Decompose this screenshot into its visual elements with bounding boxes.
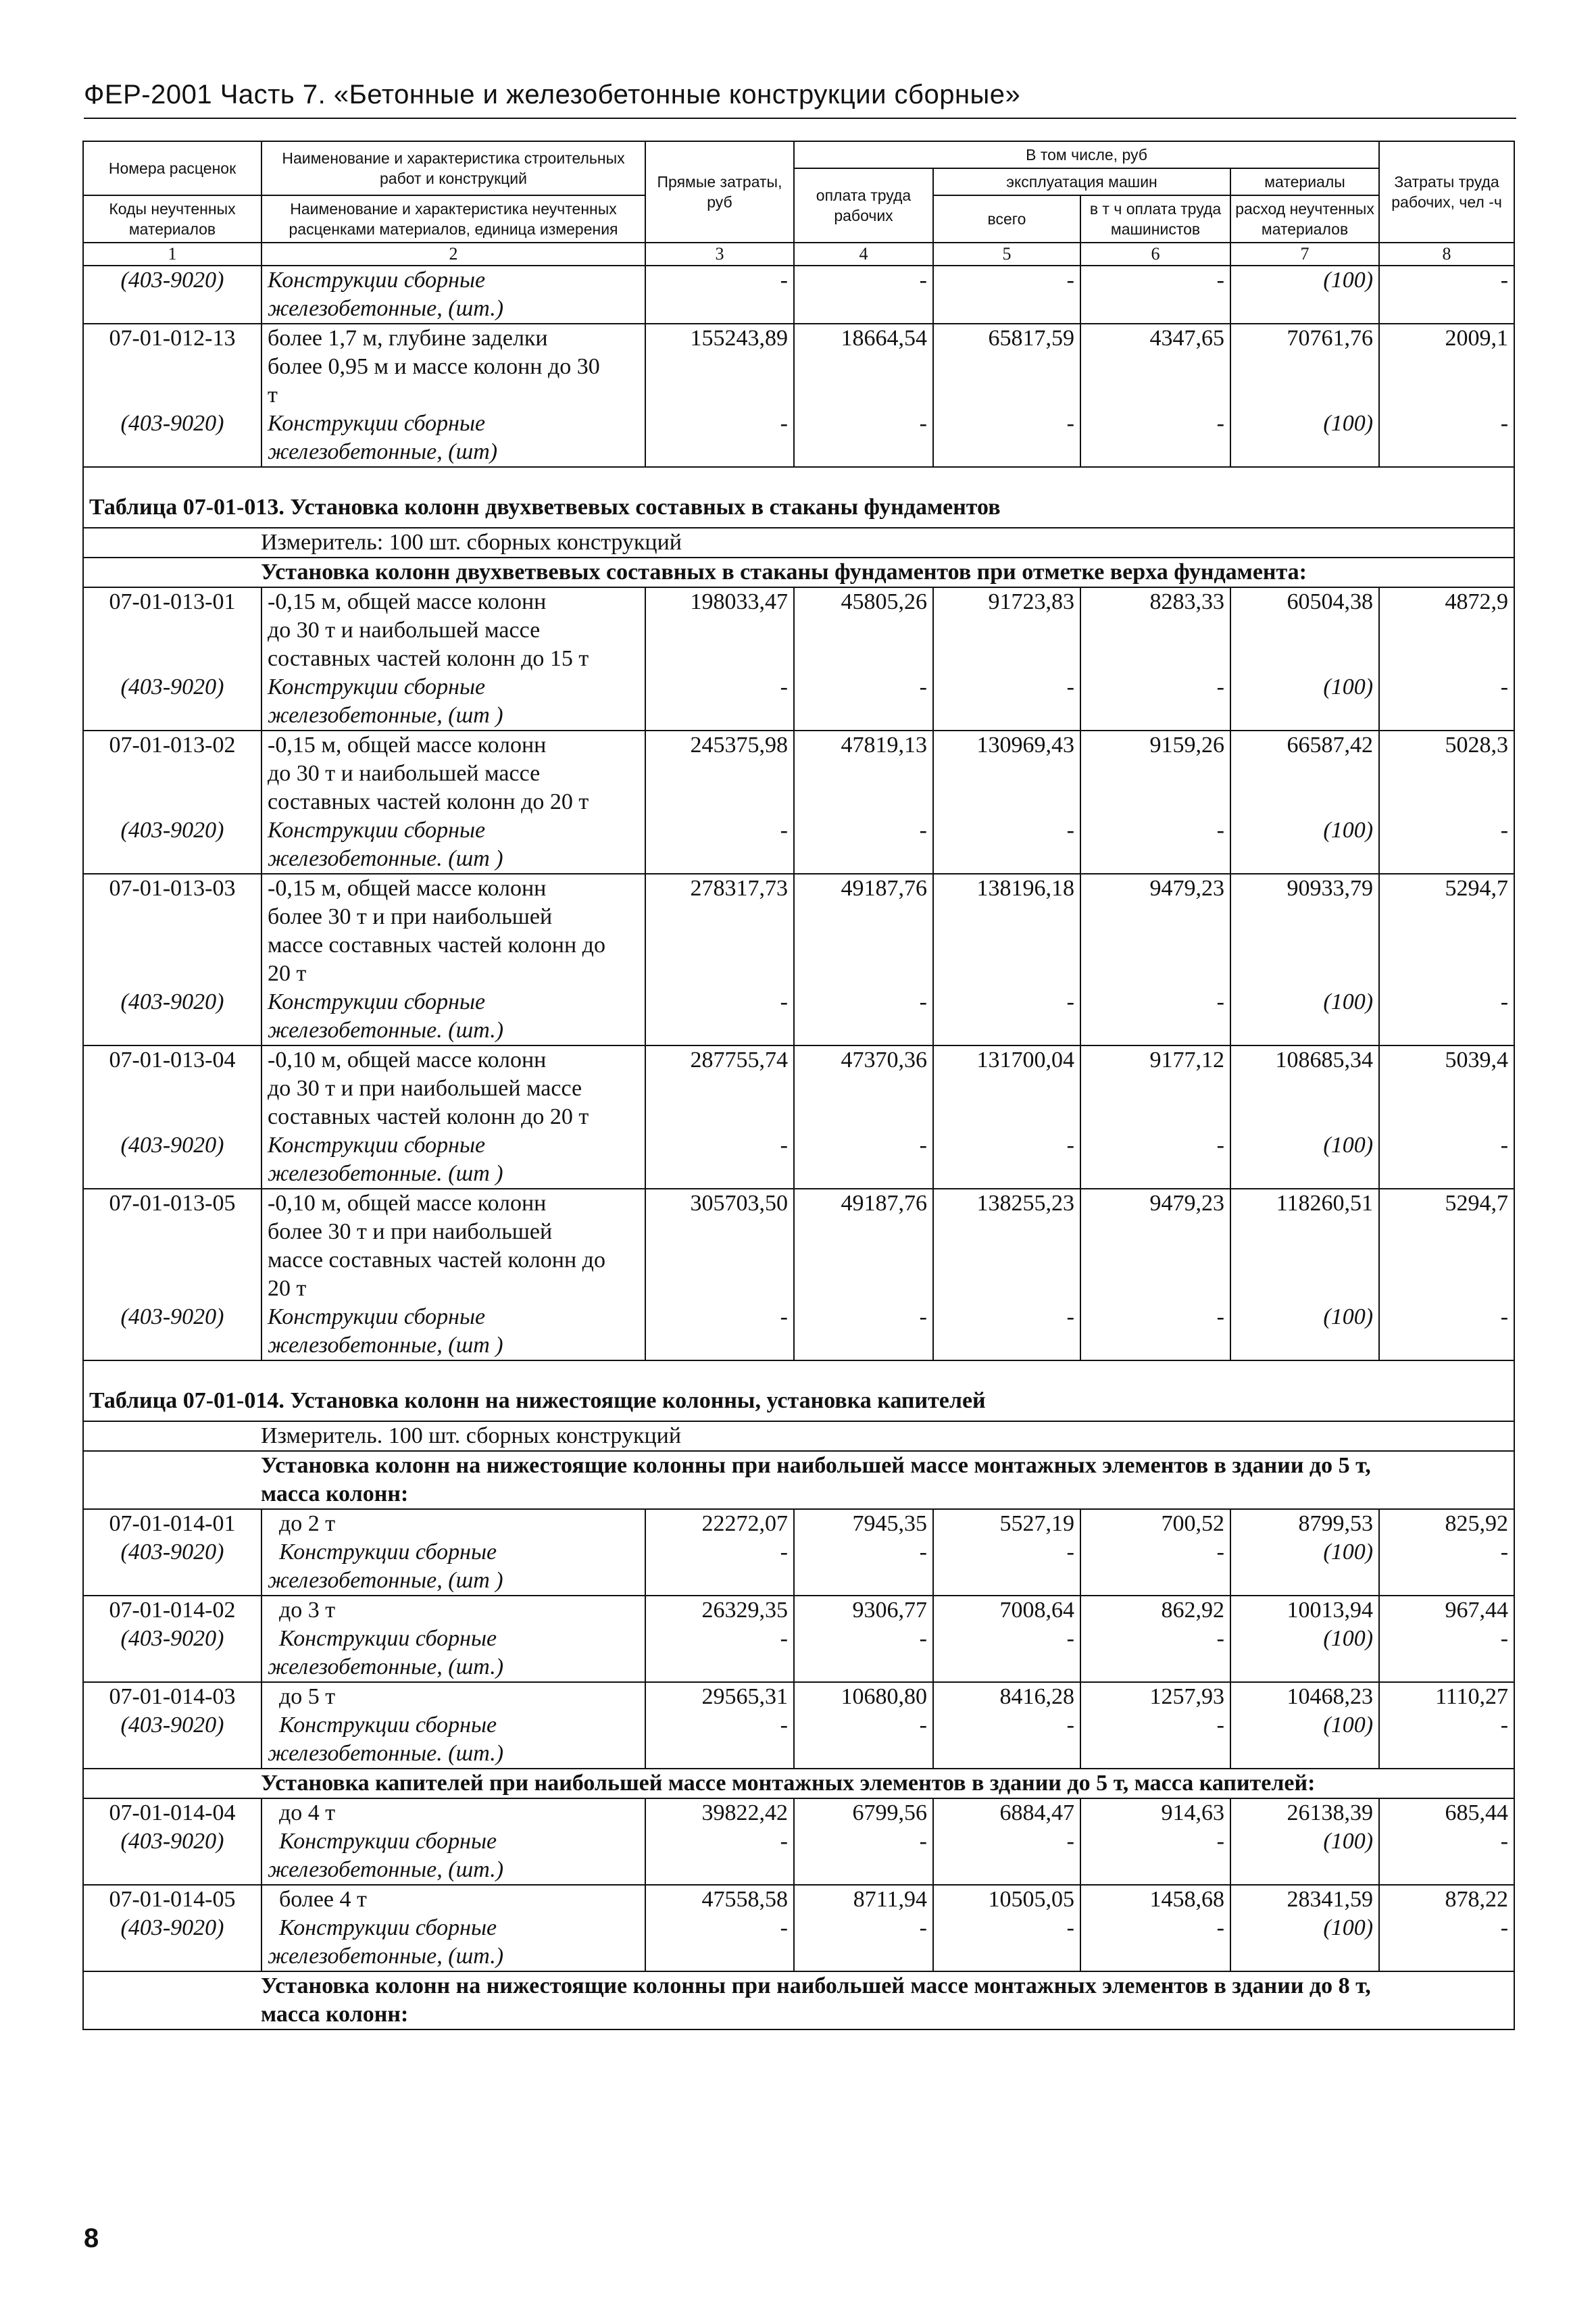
direct-costs-cell: 287755,74 -: [645, 1045, 794, 1189]
rate-code: 07-01-013-03 (403-9020): [83, 874, 261, 1045]
table-14-subhead-1-row: [83, 1451, 1514, 1509]
col-work-name: Наименование и характеристика строительных работ и конструкций: [261, 141, 645, 195]
idx-3: 3: [645, 243, 794, 266]
labor-cell: 5294,7 -: [1379, 874, 1514, 1045]
labor-cell: 967,44 -: [1379, 1596, 1514, 1682]
rate-description: более 1,7 м, глубине заделки более 0,95 м и массе колонн до 30 т Конструкции сборные железобетонные, (шт): [261, 324, 645, 467]
worker-pay-cell: 8711,94 -: [794, 1885, 933, 1971]
machinist-pay-cell: 862,92 -: [1080, 1596, 1230, 1682]
worker-pay-cell: 47370,36 -: [794, 1045, 933, 1189]
rate-description: -0,10 м, общей массе колонн до 30 т и при наибольшей массе составных частей колонн до 20 т Конструкции сборные железобетонные. (шт ): [261, 1045, 645, 1189]
material-use-cell: 66587,42 (100): [1230, 731, 1379, 874]
table-14-title-row: [83, 1360, 1514, 1421]
rate-code: 07-01-014-01 (403-9020): [83, 1509, 261, 1596]
table-13-title: Таблица 07-01-013. Установка колонн двухветвевых составных в стаканы фундаментов: [83, 467, 1514, 528]
table-14-measure: Измеритель. 100 шт. сборных конструкций: [83, 1421, 1514, 1451]
col-machine-total: всего: [933, 195, 1080, 243]
rate-code: 07-01-013-05 (403-9020): [83, 1189, 261, 1360]
worker-pay-cell: 18664,54 -: [794, 324, 933, 467]
machine-total-cell: 7008,64 -: [933, 1596, 1080, 1682]
machine-total-cell: 65817,59 -: [933, 324, 1080, 467]
table-13-measure-row: [83, 528, 1514, 558]
machinist-pay-cell: 9479,23 -: [1080, 874, 1230, 1045]
col-materials-group: материалы: [1230, 168, 1379, 195]
col-machinist-pay: в т ч оплата труда машинистов: [1080, 195, 1230, 243]
table-14-title: Таблица 07-01-014. Установка колонн на нижестоящие колонны, установка капителей: [83, 1360, 1514, 1421]
mat-machine: -: [933, 266, 1080, 324]
table-row: [83, 324, 1514, 467]
rate-description: -0,15 м, общей массе колонн более 30 т и при наибольшей массе составных частей колонн до 20 т Конструкции сборные железобетонные. (шт.): [261, 874, 645, 1045]
worker-pay-cell: 49187,76 -: [794, 1189, 933, 1360]
table-14-subhead-2: Установка капителей при наибольшей массе монтажных элементов в здании до 5 т, масса капителей:: [83, 1769, 1514, 1798]
table-row: [83, 1596, 1514, 1682]
mat-pay: -: [794, 266, 933, 324]
machinist-pay-cell: 914,63 -: [1080, 1798, 1230, 1885]
table-row: [83, 587, 1514, 731]
mat-direct: -: [645, 266, 794, 324]
column-index-row: [83, 243, 1514, 266]
machine-total-cell: 138255,23 -: [933, 1189, 1080, 1360]
idx-2: 2: [261, 243, 645, 266]
machine-total-cell: 5527,19 -: [933, 1509, 1080, 1596]
direct-costs-cell: 47558,58 -: [645, 1885, 794, 1971]
labor-cell: 1110,27 -: [1379, 1682, 1514, 1769]
rate-code: 07-01-013-02 (403-9020): [83, 731, 261, 874]
table-row: [83, 1189, 1514, 1360]
machinist-pay-cell: 8283,33 -: [1080, 587, 1230, 731]
table-13-subhead-row: [83, 558, 1514, 587]
labor-cell: 878,22 -: [1379, 1885, 1514, 1971]
labor-cell: 5039,4 -: [1379, 1045, 1514, 1189]
material-use-cell: 8799,53 (100): [1230, 1509, 1379, 1596]
labor-cell: 5028,3 -: [1379, 731, 1514, 874]
table-row: [83, 874, 1514, 1045]
mat-machinist: -: [1080, 266, 1230, 324]
table-14-subhead-3: Установка колонн на нижестоящие колонны при наибольшей массе монтажных элементов в здании до 8 т, масса колонн:: [83, 1971, 1514, 2029]
machine-total-cell: 138196,18 -: [933, 874, 1080, 1045]
table-row: [83, 1509, 1514, 1596]
col-material-use: расход неучтенных материалов: [1230, 195, 1379, 243]
rate-description: до 2 т Конструкции сборные железобетонные, (шт ): [261, 1509, 645, 1596]
page-number: 8: [84, 2223, 99, 2253]
title-divider: [84, 118, 1516, 119]
worker-pay-cell: 45805,26 -: [794, 587, 933, 731]
machine-total-cell: 10505,05 -: [933, 1885, 1080, 1971]
price-table: [82, 141, 1515, 2030]
table-13-title-row: [83, 467, 1514, 528]
direct-costs-cell: 305703,50 -: [645, 1189, 794, 1360]
col-rate-numbers: Номера расценок: [83, 141, 261, 195]
machinist-pay-cell: 9159,26 -: [1080, 731, 1230, 874]
machinist-pay-cell: 700,52 -: [1080, 1509, 1230, 1596]
rate-description: до 5 т Конструкции сборные железобетонные. (шт.): [261, 1682, 645, 1769]
idx-1: 1: [83, 243, 261, 266]
col-machine-operation: эксплуатация машин: [933, 168, 1230, 195]
rate-code: 07-01-014-04 (403-9020): [83, 1798, 261, 1885]
direct-costs-cell: 26329,35 -: [645, 1596, 794, 1682]
rate-code: 07-01-014-05 (403-9020): [83, 1885, 261, 1971]
worker-pay-cell: 6799,56 -: [794, 1798, 933, 1885]
machinist-pay-cell: 1458,68 -: [1080, 1885, 1230, 1971]
table-14-subhead-1: Установка колонн на нижестоящие колонны при наибольшей массе монтажных элементов в здании до 5 т, масса колонн:: [83, 1451, 1514, 1509]
table-14-subhead-3-row: [83, 1971, 1514, 2029]
rate-description: -0,10 м, общей массе колонн более 30 т и при наибольшей массе составных частей колонн до 20 т Конструкции сборные железобетонные, (шт ): [261, 1189, 645, 1360]
idx-8: 8: [1379, 243, 1514, 266]
price-table-frame: [82, 141, 1514, 2195]
machinist-pay-cell: 1257,93 -: [1080, 1682, 1230, 1769]
rate-code: 07-01-013-04 (403-9020): [83, 1045, 261, 1189]
col-material-codes: Коды неучтенных материалов: [83, 195, 261, 243]
material-name: Конструкции сборные железобетонные, (шт.): [261, 266, 645, 324]
rate-code: 07-01-014-02 (403-9020): [83, 1596, 261, 1682]
rate-description: более 4 т Конструкции сборные железобетонные, (шт.): [261, 1885, 645, 1971]
machine-total-cell: 6884,47 -: [933, 1798, 1080, 1885]
direct-costs-cell: 278317,73 -: [645, 874, 794, 1045]
machinist-pay-cell: 9479,23 -: [1080, 1189, 1230, 1360]
worker-pay-cell: 47819,13 -: [794, 731, 933, 874]
rate-code: 07-01-012-13 (403-9020): [83, 324, 261, 467]
machinist-pay-cell: 4347,65 -: [1080, 324, 1230, 467]
rate-description: до 4 т Конструкции сборные железобетонные, (шт.): [261, 1798, 645, 1885]
idx-7: 7: [1230, 243, 1379, 266]
material-use-cell: 60504,38 (100): [1230, 587, 1379, 731]
material-use-cell: 26138,39 (100): [1230, 1798, 1379, 1885]
mat-labor: -: [1379, 266, 1514, 324]
direct-costs-cell: 245375,98 -: [645, 731, 794, 874]
table-13-measure: Измеритель: 100 шт. сборных конструкций: [83, 528, 1514, 558]
table-14-subhead-2-row: [83, 1769, 1514, 1798]
rate-code: 07-01-014-03 (403-9020): [83, 1682, 261, 1769]
material-row: [83, 266, 1514, 324]
material-use-cell: 90933,79 (100): [1230, 874, 1379, 1045]
table-row: [83, 1885, 1514, 1971]
mat-use: (100): [1230, 266, 1379, 324]
table-row: [83, 1798, 1514, 1885]
material-use-cell: 108685,34 (100): [1230, 1045, 1379, 1189]
worker-pay-cell: 49187,76 -: [794, 874, 933, 1045]
machine-total-cell: 8416,28 -: [933, 1682, 1080, 1769]
machine-total-cell: 91723,83 -: [933, 587, 1080, 731]
labor-cell: 685,44 -: [1379, 1798, 1514, 1885]
page-title: ФЕР-2001 Часть 7. «Бетонные и железобетонные конструкции сборные»: [84, 80, 1021, 109]
idx-4: 4: [794, 243, 933, 266]
col-including: В том числе, руб: [794, 141, 1379, 168]
material-code: (403-9020): [83, 266, 261, 324]
worker-pay-cell: 7945,35 -: [794, 1509, 933, 1596]
worker-pay-cell: 9306,77 -: [794, 1596, 933, 1682]
worker-pay-cell: 10680,80 -: [794, 1682, 933, 1769]
rate-code: 07-01-013-01 (403-9020): [83, 587, 261, 731]
material-use-cell: 10468,23 (100): [1230, 1682, 1379, 1769]
table-row: [83, 1045, 1514, 1189]
material-use-cell: 28341,59 (100): [1230, 1885, 1379, 1971]
table-14-measure-row: [83, 1421, 1514, 1451]
machine-total-cell: 131700,04 -: [933, 1045, 1080, 1189]
material-use-cell: 70761,76 (100): [1230, 324, 1379, 467]
labor-cell: 5294,7 -: [1379, 1189, 1514, 1360]
table-row: [83, 731, 1514, 874]
col-material-name: Наименование и характеристика неучтенных расценками материалов, единица измерения: [261, 195, 645, 243]
material-use-cell: 10013,94 (100): [1230, 1596, 1379, 1682]
machine-total-cell: 130969,43 -: [933, 731, 1080, 874]
labor-cell: 4872,9 -: [1379, 587, 1514, 731]
idx-6: 6: [1080, 243, 1230, 266]
material-use-cell: 118260,51 (100): [1230, 1189, 1379, 1360]
rate-description: до 3 т Конструкции сборные железобетонные, (шт.): [261, 1596, 645, 1682]
direct-costs-cell: 22272,07 -: [645, 1509, 794, 1596]
table-row: [83, 1682, 1514, 1769]
labor-cell: 2009,1 -: [1379, 324, 1514, 467]
header-row-1: [83, 141, 1514, 168]
col-worker-pay: оплата труда рабочих: [794, 168, 933, 243]
direct-costs-cell: 39822,42 -: [645, 1798, 794, 1885]
labor-cell: 825,92 -: [1379, 1509, 1514, 1596]
rate-description: -0,15 м, общей массе колонн до 30 т и наибольшей массе составных частей колонн до 20 т Конструкции сборные железобетонные. (шт ): [261, 731, 645, 874]
col-direct-costs: Прямые затраты, руб: [645, 141, 794, 243]
machinist-pay-cell: 9177,12 -: [1080, 1045, 1230, 1189]
idx-5: 5: [933, 243, 1080, 266]
col-labor: Затраты труда рабочих, чел -ч: [1379, 141, 1514, 243]
table-13-subhead: Установка колонн двухветвевых составных в стаканы фундаментов при отметке верха фундамента:: [83, 558, 1514, 587]
direct-costs-cell: 29565,31 -: [645, 1682, 794, 1769]
direct-costs-cell: 155243,89 -: [645, 324, 794, 467]
rate-description: -0,15 м, общей массе колонн до 30 т и наибольшей массе составных частей колонн до 15 т Конструкции сборные железобетонные, (шт ): [261, 587, 645, 731]
direct-costs-cell: 198033,47 -: [645, 587, 794, 731]
